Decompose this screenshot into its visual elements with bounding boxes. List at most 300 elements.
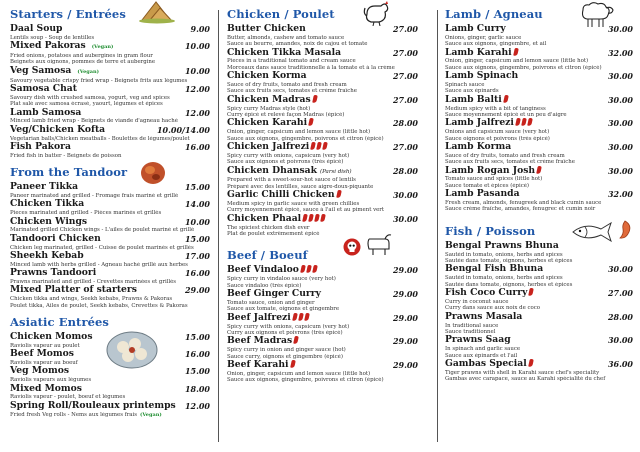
menu-item — [445, 288, 633, 312]
item-description-text: Minced lamb with herbs grilled - Agneau haché grillé aux herbes — [10, 261, 188, 268]
chili-icon — [304, 312, 310, 321]
item-name-row — [10, 366, 210, 377]
item-name-row — [227, 166, 418, 178]
item-name-row — [227, 24, 418, 35]
item-description-text: Sauce au beurre, amandes, noix de cajou et tomate — [227, 41, 368, 48]
divider-right — [437, 10, 438, 442]
item-price: 10.00 — [184, 65, 210, 76]
menu-item — [10, 142, 210, 159]
menu-item — [445, 264, 633, 288]
chili-icon — [320, 214, 326, 223]
menu-item — [227, 190, 418, 214]
chili-icon — [308, 214, 314, 223]
menu-item — [227, 24, 418, 48]
item-description-text: Tiger prawns with shell in Karahi sauce chef's speciality — [445, 369, 600, 376]
item-name-row — [445, 95, 633, 106]
item-description-text: Curry dans sauce aux noix de coco — [445, 305, 541, 312]
item-price: 10.00/14.00 — [156, 124, 210, 135]
menu-item — [227, 166, 418, 191]
item-description-text: Sauce tomate et épices (épicé) — [445, 182, 530, 189]
section-title — [445, 221, 633, 241]
item-name: Butter Chicken — [227, 23, 306, 34]
item-name: Daal Soup — [10, 23, 63, 34]
item-name: Lamb Korma — [445, 141, 512, 153]
menu-item — [445, 118, 633, 142]
item-name-row — [10, 182, 210, 193]
item-description-text: Savoury vegetable crispy fried wrap - Beignets frits aux légumes — [10, 77, 188, 84]
column-right — [445, 0, 633, 383]
item-name: Chicken Momos — [10, 331, 93, 343]
item-description-text: Plat de poulet extrêmement épicé — [227, 231, 320, 238]
chili-icon — [293, 336, 299, 345]
menu-item — [445, 359, 633, 383]
item-price: 30.00 — [607, 335, 633, 346]
item-price: 16.00 — [184, 142, 210, 153]
rooster-icon — [361, 0, 391, 26]
item-price: 14.00 — [184, 199, 210, 210]
item-price: 30.00 — [607, 24, 633, 34]
item-name-row — [445, 189, 633, 200]
section-title-text: Fish / Poisson — [445, 223, 536, 238]
item-name: Samosa Chat — [10, 83, 77, 95]
item-description-text: Paneer marinated and grilled - Fromage frais mariné et grillé — [10, 193, 179, 200]
item-name-row — [10, 108, 210, 119]
item-price: 29.00 — [392, 312, 418, 323]
item-description-text: Poulet tikka, Ailes de poulet, Seekh kebabs, Crevettes & Pakoras — [10, 302, 188, 309]
menu-item — [445, 312, 633, 336]
item-description-text: Sauce aux épinards et l'ail — [445, 352, 518, 359]
chili-icon — [513, 47, 519, 56]
cow-icon — [365, 231, 393, 257]
item-description-text: Onion, ginger, capsicum and lemon sauce (little hot) — [445, 58, 589, 65]
item-description-text: The spiciest chicken dish ever — [227, 224, 310, 231]
item-name: Bengal Fish Bhuna — [445, 263, 544, 275]
menu-item — [227, 313, 418, 337]
menu-item — [445, 166, 633, 190]
item-description-text: Sauce of dry fruits, tomato and fresh cream — [227, 82, 347, 89]
chili-icon — [312, 265, 318, 274]
menu-item — [227, 265, 418, 289]
fish-list — [445, 241, 633, 383]
chili-icon — [290, 360, 296, 369]
item-name: Lamb Samosa — [10, 106, 82, 118]
menu-item — [10, 66, 210, 84]
item-description-text: Sauce aux fruits secs, tomates et crème fraîche — [445, 159, 575, 166]
item-price: 30.00 — [607, 165, 633, 176]
item-name: Sheekh Kebab — [10, 250, 84, 262]
section-starters — [10, 0, 210, 159]
item-name-row — [10, 217, 210, 228]
item-name-row — [445, 142, 633, 153]
section-title-text: From the Tandoor — [10, 165, 128, 180]
chili-icon — [521, 118, 527, 127]
item-description-text: Raviolis vapeur au boeuf — [10, 360, 78, 367]
item-description-text: Spinach sauce — [445, 82, 485, 89]
vegan-badge: (Vegan) — [77, 68, 100, 75]
item-name-row — [445, 48, 633, 59]
item-name-row — [10, 384, 210, 395]
item-description-text: Raviolis vapeur - poulet, boeuf et légumes — [10, 394, 126, 401]
item-description — [227, 377, 418, 383]
item-name: Beef Ginger Curry — [227, 288, 321, 300]
item-name: Chicken Dhansak — [227, 164, 317, 176]
menu-item — [227, 336, 418, 360]
section-lamb — [445, 0, 633, 213]
item-description-text: Sauce curry, oignons et gingembre (épicé) — [227, 353, 343, 360]
item-price: 29.00 — [392, 336, 418, 347]
item-price: 28.00 — [607, 311, 633, 322]
item-name-row — [445, 264, 633, 275]
menu-item — [227, 360, 418, 384]
section-tandoor — [10, 162, 210, 309]
item-description-text: Onions and capsicum sauce (very hot) — [445, 129, 550, 136]
section-title — [10, 4, 210, 24]
menu-item — [10, 401, 210, 418]
item-name-row — [227, 360, 418, 371]
item-description-text: Vegetarian balls/Chicken meatballs - Boulettes de légumes/poulet — [10, 135, 190, 142]
menu-item — [10, 199, 210, 216]
chili-icon — [336, 190, 342, 199]
item-name-row — [445, 288, 633, 299]
item-description-text: Pieces marinated and grilled - Pièces marinés et grillés — [10, 210, 162, 217]
item-name: Spring Roll/Rouleaux printemps — [10, 399, 176, 411]
item-name-row — [227, 71, 418, 82]
item-description-text: Sautée dans tomate, oignons, herbes et épices — [445, 258, 573, 265]
item-price: 10.00 — [184, 41, 210, 52]
item-name: Chicken Madras — [227, 93, 311, 105]
item-price: 15.00 — [184, 366, 210, 377]
item-name: Beef Jalfrezi — [227, 311, 291, 323]
section-title-text: Asiatic Entrées — [10, 315, 110, 330]
item-price: 9.00 — [190, 24, 210, 34]
item-price: 32.00 — [607, 189, 633, 200]
item-price: 15.00 — [184, 182, 210, 193]
item-name-row — [10, 41, 210, 53]
item-price: 29.00 — [392, 359, 418, 370]
menu-item — [10, 108, 210, 125]
item-price: 27.00 — [392, 71, 418, 82]
item-description — [445, 376, 633, 382]
item-name: Prawns Saag — [445, 334, 511, 346]
item-description-text: Sautée dans tomate, oignons, herbes et épices — [445, 281, 573, 288]
item-price: 28.00 — [392, 118, 418, 129]
menu-item — [10, 234, 210, 251]
chili-icon — [528, 359, 534, 368]
item-price: 29.00 — [184, 285, 210, 296]
item-name: Prawns Masala — [445, 310, 523, 322]
menu-item — [227, 48, 418, 72]
section-title-text: Starters / Entrées — [10, 7, 126, 21]
item-name-row — [10, 24, 210, 35]
item-name-row — [227, 336, 418, 347]
item-description — [445, 206, 633, 212]
item-price: 30.00 — [392, 213, 418, 224]
item-description-text: Spicy curry with onions, capsicum (very hot) — [227, 152, 350, 159]
item-price: 27.00 — [392, 24, 418, 34]
item-price: 30.00 — [607, 264, 633, 275]
item-description-text: Sauce vindaloo (très épicé) — [227, 282, 302, 289]
item-name-row — [227, 190, 418, 201]
menu-item — [10, 268, 210, 285]
chili-icon — [300, 265, 306, 274]
item-price: 16.00 — [184, 268, 210, 279]
item-name-row — [10, 142, 210, 153]
item-name: Chicken Phaal — [227, 212, 302, 224]
item-price: 30.00 — [392, 190, 418, 201]
item-description-text: Raviolis vapeur au poulet — [10, 342, 80, 349]
chili-icon — [302, 214, 308, 223]
item-price: 29.00 — [392, 265, 418, 276]
item-price: 27.00 — [392, 47, 418, 58]
item-name-row — [227, 48, 418, 59]
item-name: Mixed Momos — [10, 382, 82, 394]
item-name: Beef Momos — [10, 348, 74, 360]
item-price: 27.00 — [392, 142, 418, 153]
item-description-text: Curry moyennement épicé, sauce à l'ail et au piment vert — [227, 207, 385, 214]
menu-item — [10, 349, 210, 366]
item-name-row — [445, 118, 633, 129]
item-name-row — [227, 289, 418, 300]
item-price: 12.00 — [184, 84, 210, 95]
chili-icon — [298, 312, 304, 321]
chili-icon — [306, 265, 312, 274]
item-name: Chicken Tikka Masala — [227, 46, 342, 58]
chili-icon — [323, 142, 329, 151]
item-name-row — [227, 118, 418, 129]
item-price: 30.00 — [607, 118, 633, 129]
chili-icon — [515, 118, 521, 127]
chili-icon — [529, 288, 535, 297]
menu-item — [10, 251, 210, 268]
menu-item — [10, 182, 210, 199]
item-description-text: Savoury dish with crushed samosa, yogurt, veg and spices — [10, 94, 170, 101]
item-description-text: Spicy curry in onion and ginger sauce (hot) — [227, 347, 346, 354]
item-description — [10, 412, 210, 418]
item-name: Chicken Tikka — [10, 198, 85, 210]
item-description-text: Sauce oignons et poivrons (très épicé) — [445, 135, 550, 142]
item-description-text: Chicken tikka and wings, Seekh kebabs, Prawns & Pakoras — [10, 296, 173, 303]
item-description-text: Sauce crème fraîche, amandes, fenugrec et cumin noir — [445, 206, 596, 213]
item-price: 36.00 — [607, 358, 633, 369]
item-description-text: Sauce moyennement épicé et un peu d'aigre — [445, 112, 567, 119]
item-name-row — [227, 142, 418, 153]
menu-item — [445, 71, 633, 95]
item-description-text: Spicy curry Madras style (hot) — [227, 105, 311, 112]
item-description-text: Sauce aux oignons, gingembre, poivrons et citron (épicé) — [227, 377, 384, 384]
item-name-row — [227, 95, 418, 106]
chili-icon — [503, 94, 509, 103]
section-title — [445, 4, 633, 24]
menu-item — [10, 285, 210, 309]
item-name: Chicken Wings — [10, 215, 88, 227]
item-description-text: Tomato sauce, onion and ginger — [227, 299, 315, 306]
item-name-row — [445, 335, 633, 346]
item-name: Chicken Jalfrezi — [227, 141, 310, 153]
item-description-text: Minced lamb fried wrap - Beignets de viande d'agneau haché — [10, 118, 178, 125]
section-asiatic — [10, 312, 210, 418]
item-name-row — [445, 312, 633, 323]
item-name: Lamb Balti — [445, 93, 502, 105]
menu-item — [227, 142, 418, 166]
chili-icon — [536, 165, 542, 174]
chili-icon — [527, 118, 533, 127]
item-name-row — [445, 359, 633, 370]
item-name: Mixed Pakoras — [10, 40, 86, 52]
starters-list — [10, 24, 210, 159]
item-price: 32.00 — [607, 47, 633, 58]
item-description-text: Spicy curry with onions, capsicum (very hot) — [227, 323, 350, 330]
item-description-text: Prawns marinated and grilled - Crevettes marinées et grillés — [10, 279, 177, 286]
item-description-text: Sauce aux oignons, gingembre, poivrons et citron (épicé) — [227, 135, 384, 142]
item-description-text: Raviolis vapeurs aux légumes — [10, 377, 92, 384]
item-name-row — [227, 265, 418, 276]
item-name-row — [10, 199, 210, 210]
menu-item — [10, 84, 210, 108]
item-description-text: Tomato sauce and spices (little hot) — [445, 176, 543, 183]
item-description-text: Onions, ginger, garlic sauce — [445, 34, 522, 41]
fish-icon — [571, 221, 615, 243]
item-description-text: Sauce aux oignons et poivrons (très épicé) — [227, 159, 344, 166]
item-description-text: Morceaux dans sauce traditionnelle à la tomate et à la crème — [227, 64, 395, 71]
item-name-row — [10, 66, 210, 78]
item-name: Lamb Pasanda — [445, 188, 520, 200]
item-description-text: Prepared with a sweet-sour-hot sauce of lentils — [227, 177, 356, 184]
samosa-image — [138, 0, 176, 24]
section-title — [227, 245, 418, 265]
item-name: Fish Coco Curry — [445, 287, 528, 299]
menu-item — [445, 335, 633, 359]
item-description-text: Sauce of dry fruits, tomato and fresh cream — [445, 152, 565, 159]
item-name-row — [10, 251, 210, 262]
item-price: 15.00 — [184, 332, 210, 343]
item-name-row — [10, 349, 210, 360]
item-name-row — [445, 71, 633, 82]
menu-item — [445, 189, 633, 213]
item-description-text: Curry in coconut sauce — [445, 298, 509, 305]
item-name: Chicken Korma — [227, 70, 307, 82]
menu-item — [227, 95, 418, 119]
section-title-text: Chicken / Poulet — [227, 7, 335, 21]
menu-item — [227, 289, 418, 313]
item-description-text: Sauce aux fruits secs, tomates et crème fraîche — [227, 88, 357, 95]
item-description-text: Medium spicy in garlic sauce with green chillies — [227, 201, 360, 208]
menu-item — [445, 48, 633, 72]
column-middle — [227, 0, 418, 384]
menu-item — [10, 366, 210, 383]
column-left — [10, 0, 210, 418]
item-description-text: In spinach and garlic sauce — [445, 346, 521, 353]
item-note: (Parsi dish) — [319, 168, 352, 175]
item-name: Lamb Karahi — [445, 46, 512, 58]
item-price: 30.00 — [607, 94, 633, 105]
item-name: Beef Karahi — [227, 358, 289, 370]
tandoor-list — [10, 182, 210, 309]
item-name-row — [10, 285, 210, 296]
divider-left — [218, 10, 219, 442]
menu-item — [10, 384, 210, 401]
chili-icon — [308, 118, 314, 127]
item-name-row — [227, 313, 418, 324]
menu-item — [10, 217, 210, 234]
section-title-text: Beef / Boeuf — [227, 248, 308, 263]
section-title-text: Lamb / Agneau — [445, 7, 543, 21]
item-name: Mixed Platter of starters — [10, 284, 137, 296]
item-description-text: Fried fresh Veg rolls - Nems aux légumes frais — [10, 411, 137, 418]
item-name: Paneer Tikka — [10, 181, 79, 193]
item-price: 12.00 — [184, 107, 210, 118]
item-name: Fish Pakora — [10, 141, 71, 153]
item-price: 18.00 — [184, 383, 210, 394]
item-description — [10, 153, 210, 159]
item-description-text: Fried onions, potatoes and aubergines in gram flour — [10, 53, 153, 59]
vegan-badge: (Vegan) — [91, 44, 114, 51]
item-description-text: Sauce traditionnel — [445, 328, 496, 335]
chicken-list — [227, 24, 418, 237]
item-description-text: Sauce aux tomate, oignons et gingembre — [227, 306, 340, 313]
menu-item — [10, 24, 210, 41]
menu-item — [445, 24, 633, 48]
menu-item — [445, 142, 633, 166]
lamb-list — [445, 24, 633, 213]
chili-icon — [292, 312, 298, 321]
item-name: Prawns Tandoori — [10, 267, 97, 279]
item-description-text: Onion, ginger, capsicum and lemon sauce (little hot) — [227, 129, 371, 136]
item-name-row — [445, 24, 633, 35]
menu-item — [227, 71, 418, 95]
item-price: 17.00 — [184, 251, 210, 262]
item-description-text: Gambas avec carapace, sauce au Karahi spécialité du chef — [445, 376, 606, 383]
item-description-text: Sauce aux oignons, gingembre, et ail — [445, 41, 547, 48]
item-name-row — [10, 84, 210, 95]
asiatic-list — [10, 332, 210, 418]
item-description-text: Butter, almonds, cashew and tomato sauce — [227, 34, 345, 41]
item-price: 16.00 — [184, 349, 210, 360]
item-name: Chicken Karahi — [227, 117, 308, 129]
item-description-text: Plat salé avec samosa écrasé, yaourt, légumes et épices — [10, 101, 163, 108]
vegan-badge: (Vegan) — [139, 411, 162, 418]
menu-item — [227, 118, 418, 142]
item-description-text: Fried fish in batter - Beignets de poisson — [10, 152, 122, 159]
section-title — [10, 312, 210, 332]
shrimp-icon — [617, 219, 633, 241]
chili-icon — [312, 94, 318, 103]
section-title — [10, 162, 210, 182]
item-name: Bengal Prawns Bhuna — [445, 239, 559, 251]
item-name: Lamb Spinach — [445, 70, 519, 82]
item-description-text: Pieces in a traditional tomato and cream sauce — [227, 58, 356, 65]
menu-item — [10, 332, 210, 349]
section-title — [227, 4, 418, 24]
item-description-text: Préparé avec des lentilles, sauce aigre-doux-piquante — [227, 183, 374, 190]
item-description-text: Sauce aux oignons, gingembre, poivrons et citron (épicé) — [445, 64, 602, 71]
item-description-text: Sautéd in tomato, onions, herbs and spices — [445, 251, 563, 258]
item-description-text: Chicken leg marinated, grilled - Cuisse de poulet marinés et grillés — [10, 244, 194, 251]
menu-item — [10, 125, 210, 142]
section-beef — [227, 245, 418, 383]
item-name: Veg/Chicken Kofta — [10, 123, 106, 135]
item-name-row — [445, 241, 633, 252]
menu-item — [445, 241, 633, 265]
item-description-text: Sautéd in tomato, onions, herbs and spices — [445, 275, 563, 282]
item-name-row — [445, 166, 633, 177]
item-description-text: Sauce aux épinards — [445, 88, 499, 95]
item-price: 30.00 — [607, 71, 633, 82]
item-description-text: Medium spicy with a bit of tanginess — [445, 105, 546, 112]
item-name: Veg Momos — [10, 365, 70, 377]
item-description-text: Marinated grilled Chicken wings - L'ailes de poulet mariné et grillé — [10, 227, 195, 234]
item-name: Veg Samosa — [10, 64, 72, 76]
chili-icon — [314, 214, 320, 223]
